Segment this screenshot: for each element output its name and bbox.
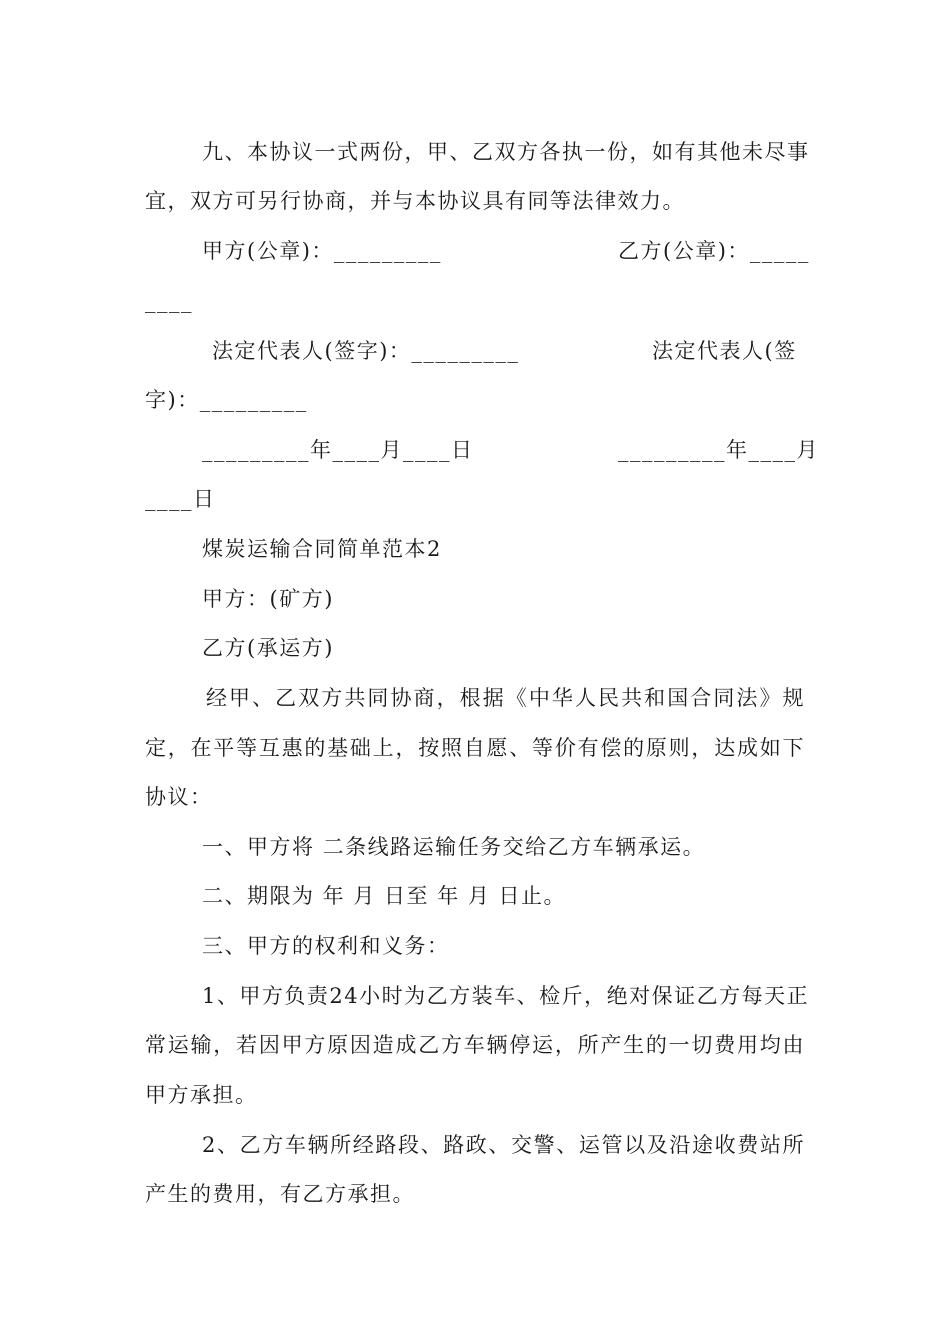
party-a-label: 甲方：(矿方)	[202, 587, 334, 611]
party-b-seal-continued: ____	[145, 289, 193, 313]
sub-1-line-2: 常运输，若因甲方原因造成乙方车辆停运，所产生的一切费用均由	[145, 1033, 805, 1057]
date-b: _________年____月	[618, 438, 819, 462]
party-b-label: 乙方(承运方)	[202, 636, 334, 660]
sub-2-line-1: 2、乙方车辆所经路段、路政、交警、运管以及沿途收费站所	[202, 1133, 805, 1157]
rep-a-signature: 法定代表人(签字)：_________	[212, 339, 520, 363]
sub-1-line-3: 甲方承担。	[145, 1083, 258, 1107]
intro-line-1: 经甲、乙双方共同协商，根据《中华人民共和国合同法》规	[206, 686, 805, 710]
section-title: 煤炭运输合同简单范本2	[202, 537, 442, 561]
clause-9-line-2: 宜，双方可另行协商，并与本协议具有同等法律效力。	[145, 189, 685, 213]
item-3: 三、甲方的权利和义务：	[202, 934, 450, 958]
rep-b-signature: 法定代表人(签	[652, 339, 797, 363]
date-a: _________年____月____日	[202, 438, 474, 462]
item-1: 一、甲方将 二条线路运输任务交给乙方车辆承运。	[202, 835, 706, 859]
item-2: 二、期限为 年 月 日至 年 月 日止。	[202, 884, 567, 908]
intro-line-2: 定，在平等互惠的基础上，按照自愿、等价有偿的原则，达成如下	[145, 736, 805, 760]
date-b-continued: ____日	[145, 487, 216, 511]
party-a-seal: 甲方(公章)：_________	[202, 239, 442, 263]
intro-line-3: 协议：	[145, 785, 213, 809]
sub-1-line-1: 1、甲方负责24小时为乙方装车、检斤，绝对保证乙方每天正	[202, 984, 810, 1008]
rep-b-signature-continued: 字)：_________	[145, 388, 308, 412]
sub-2-line-2: 产生的费用，有乙方承担。	[145, 1182, 415, 1206]
clause-9-line-1: 九、本协议一式两份，甲、乙双方各执一份，如有其他未尽事	[202, 140, 810, 164]
party-b-seal: 乙方(公章)：_____	[618, 239, 810, 263]
